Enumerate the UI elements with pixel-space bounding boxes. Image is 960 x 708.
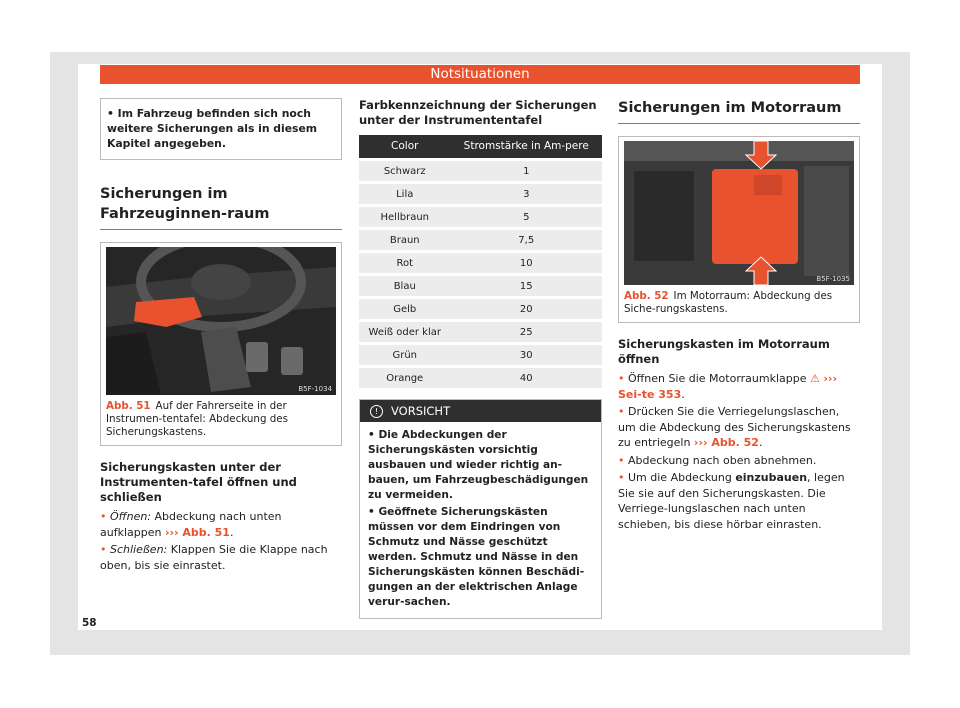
link-abb-51[interactable]: ››› Abb. 51 xyxy=(164,525,230,539)
subheading-interior: Sicherungskasten unter der Instrumenten-tafel öffnen und schließen xyxy=(100,460,297,504)
figure-label: Abb. 51 xyxy=(106,400,151,412)
figure-51 xyxy=(100,242,342,446)
table-row: Grün 30 xyxy=(359,345,602,365)
figure-52-image xyxy=(624,141,854,285)
figure-51-image xyxy=(106,247,336,395)
chapter-header: Notsituationen xyxy=(100,65,860,84)
step-open-text: Abdeckung nach unten aufklappen xyxy=(100,510,282,539)
step-close: • Schließen: Klappen Sie die Klappe nach oben, bis sie einrastet. xyxy=(100,543,328,572)
table-row: Gelb 20 xyxy=(359,299,602,319)
page-number: 58 xyxy=(82,617,97,629)
engine-step-1: • Öffnen Sie die Motorraumklappe ⚠ ››› Sei-te 353. xyxy=(618,372,837,401)
engine-bay-illustration xyxy=(624,141,854,285)
figure-52-caption xyxy=(624,290,854,316)
note-box xyxy=(100,98,342,160)
caution-header xyxy=(360,400,601,422)
section-title-interior: Sicherungen im Fahrzeuginnen-raum xyxy=(100,184,342,230)
figure-code: B5F-1034 xyxy=(298,385,332,393)
caption-text: Im Motorraum: Abdeckung des Siche-rungskastens. xyxy=(624,290,833,315)
table-header-color: Color xyxy=(359,135,451,158)
figure-code: B5F-1035 xyxy=(816,275,850,283)
caution-box xyxy=(359,399,602,619)
step-open: • Öffnen: Abdeckung nach unten aufklappen ››› Abb. 51. xyxy=(100,510,282,539)
subheading-engine: Sicherungskasten im Motorraum öffnen xyxy=(618,337,830,366)
step-close-text: Klappen Sie die Klappe nach oben, bis sie einrastet. xyxy=(100,543,328,572)
table-row: Orange 40 xyxy=(359,368,602,388)
table-row: Blau 15 xyxy=(359,276,602,296)
table-row: Weiß oder klar 25 xyxy=(359,322,602,342)
note-text: Im Fahrzeug befinden sich noch weitere Sicherungen als in diesem Kapitel angegeben. xyxy=(107,107,318,150)
caution-item: • Die Abdeckungen der Sicherungskästen vorsichtig ausbauen und wieder richtig an-bauen, um Fahrzeugbeschädigungen zu vermeiden. xyxy=(368,429,589,501)
caption-text: Auf der Fahrerseite in der Instrumen-tentafel: Abdeckung des Sicherungskastens. xyxy=(106,400,288,438)
caution-item: • Geöffnete Sicherungskästen müssen vor dem Eindringen von Schmutz und Nässe geschützt werden. Schmutz und Nässe in den Sicherungskästen können Beschädi-gungen an der elektrischen Anlage verur-sachen. xyxy=(368,506,585,608)
column-right xyxy=(618,98,860,534)
section-title-engine: Sicherungen im Motorraum xyxy=(618,98,860,124)
engine-step-3: • Abdeckung nach oben abnehmen. xyxy=(618,453,817,467)
caution-icon: ! xyxy=(370,405,383,418)
bullet-icon: • xyxy=(107,107,118,120)
link-page-353[interactable]: ››› Sei-te 353 xyxy=(618,372,837,401)
table-intro: Farbkennzeichnung der Sicherungen unter der Instrumententafel xyxy=(359,98,597,127)
column-middle xyxy=(359,98,602,619)
caution-body xyxy=(360,422,601,618)
link-abb-52[interactable]: ››› Abb. 52 xyxy=(693,436,759,449)
figure-51-caption xyxy=(106,400,336,439)
column-left xyxy=(100,98,342,575)
figure-52 xyxy=(618,136,860,323)
table-row: Schwarz 1 xyxy=(359,161,602,181)
engine-step-2: • Drücken Sie die Verriegelungslaschen, um die Abdeckung des Sicherungskastens zu entriegeln ››› Abb. 52. xyxy=(618,405,851,449)
warning-triangle-icon: ⚠ xyxy=(810,372,820,385)
term-open: Öffnen: xyxy=(110,510,152,523)
figure-label: Abb. 52 xyxy=(624,290,669,302)
table-header-ampere: Stromstärke in Am-pere xyxy=(451,135,603,158)
fuse-color-table xyxy=(359,132,602,391)
table-row: Rot 10 xyxy=(359,253,602,273)
table-row: Hellbraun 5 xyxy=(359,207,602,227)
term-close: Schließen: xyxy=(110,543,168,556)
engine-step-4: • Um die Abdeckung einzubauen, legen Sie sie auf den Sicherungskasten. Die Verriege-lungslaschen nach unten schieben, bis diese hörbar einrasten. xyxy=(618,471,845,531)
table-row: Braun 7,5 xyxy=(359,230,602,250)
footwell-illustration xyxy=(106,247,336,395)
caution-title: VORSICHT xyxy=(391,404,451,418)
table-row: Lila 3 xyxy=(359,184,602,204)
